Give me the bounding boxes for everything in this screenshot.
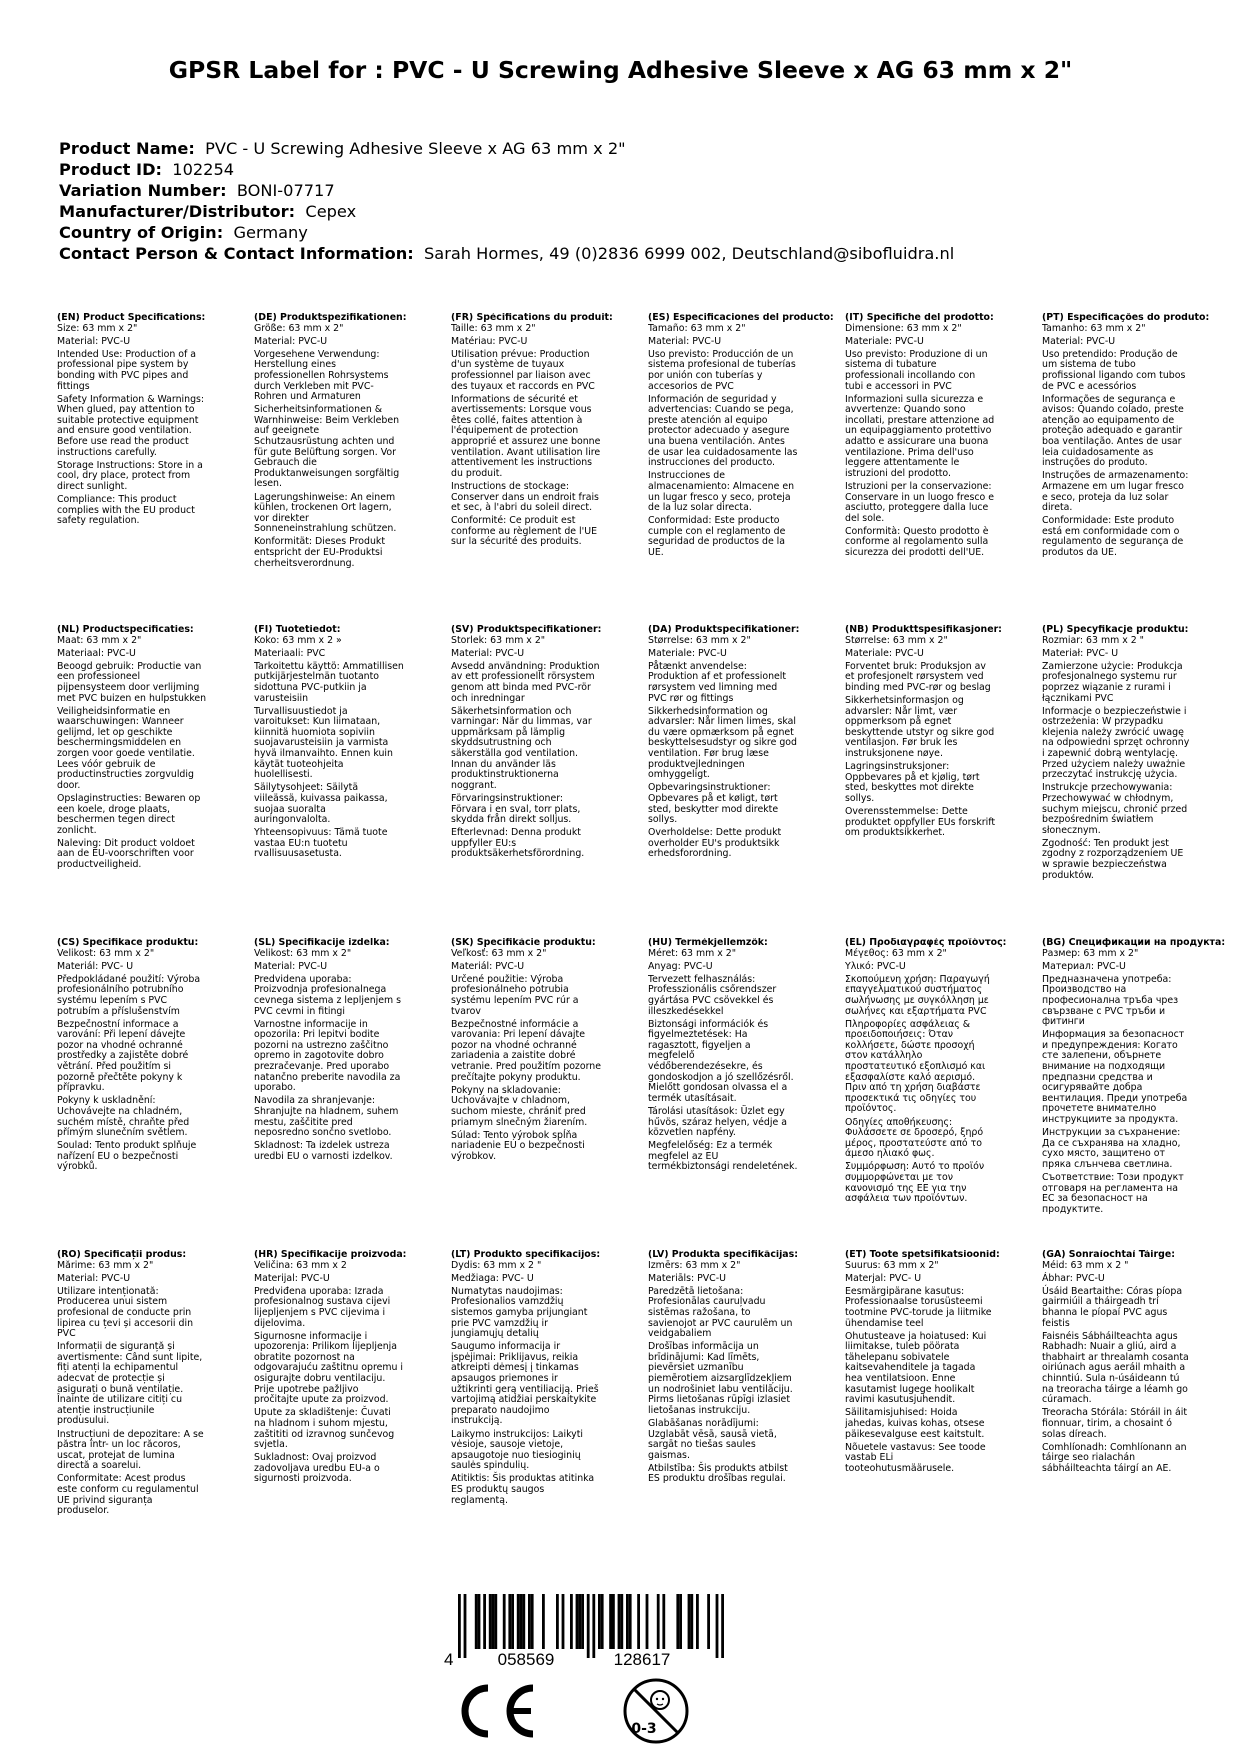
spec-block-pt [1042,313,1239,572]
spec-para: Určené použitie: Výroba profesionálneho potrubia systému lepením PVC rúr a tvarov [451,973,579,1017]
spec-para: Anyag: PVC-U [648,960,713,972]
spec-block-pl [1042,625,1239,884]
spec-para: Materiale: PVC-U [648,647,727,659]
spec-block-et [845,1250,1042,1519]
barcode-bar [657,1594,660,1649]
spec-block-fr [451,313,648,572]
spec-header: (PT) Especificações do produto: [1042,313,1210,323]
contact-row [59,243,954,264]
barcode-bar [598,1594,601,1649]
spec-para: Conformità: Questo prodotto è conforme al regolamento sulla sicurezza dei prodotti dell'UE. [845,525,989,558]
spec-para: Tervezett felhasználás: Professzionális csőrendszer gyártása PVC csövekkel és illeszkedésekkel [648,973,777,1017]
barcode-bar [570,1594,573,1649]
spec-block-bg [1042,938,1239,1218]
spec-para: Συμμόρφωση: Αυτό το προϊόν συμμορφώνεται με τον κανονισμό της ΕΕ για την ασφάλεια των προϊόντων. [845,1161,985,1205]
spec-para: Materiaali: PVC [254,647,326,659]
spec-para: Numatytas naudojimas: Profesionalios vamzdžių sistemos gamyba prijungiant prie PVC vamzdžių ir jungiamųjų detalių [451,1285,588,1340]
spec-para: Bezpečnostné informácie a varovania: Pri lepení dávajte pozor na vhodné ochranné zariadenia a zaistite dobré vetranie. Pred použitím pozorne prečítajte pokyny produktu. [451,1018,601,1083]
spec-para: Förvaringsinstruktioner: Förvara i en sval, torr plats, skydda från direkt solljus. [451,792,581,826]
barcode-bar [464,1594,467,1658]
barcode-bar [508,1594,511,1649]
spec-para: Saugumo informacija ir įspėjimai: Priklijavus, reikia atkreipti dėmesį į tinkamas apsaugos priemones ir užtikrinti gerą ventiliaciją. Prieš vartojimą atidžiai perskaitykite preparato naudojimo instrukciją. [451,1341,599,1427]
barcode-bar [576,1594,579,1649]
spec-header: (IT) Specifiche del prodotto: [845,313,994,323]
spec-para: Dimensione: 63 mm x 2" [845,322,962,334]
spec-para: Biztonsági információk és figyelmeztetések: Ha ragasztott, figyeljen a megfelelő védőberendezésekre, és gondoskodjon a jó szellőzésről. Mielőtt gondosan olvassa el a termék utasításait. [648,1018,794,1104]
spec-para: Sicherheitsinformationen & Warnhinweise: Beim Verkleben auf geeignete Schutzausrüstung achten und für gute Belüftung sorgen. Vor Gebrauch die Produktanweisungen sorgfältig lesen. [254,404,400,490]
barcode-bar [629,1594,632,1649]
spec-para: Efterlevnad: Denna produkt uppfyller EU:s produktsäkerhetsförordning. [451,827,585,860]
info-label: Manufacturer/Distributor: [59,202,296,221]
barcode-bar [587,1594,590,1658]
barcode-bar [542,1594,545,1649]
spec-para: Treoracha Stórála: Stóráil in áit fionnuar, tirim, a chosaint ó solas díreach. [1042,1407,1188,1440]
spec-para: Velikost: 63 mm x 2" [57,947,155,959]
spec-header: (ET) Toote spetsifikatsioonid: [845,1250,1000,1260]
spec-para: Sukladnost: Ovaj proizvod zadovoljava uredbu EU-a o sigurnosti proizvoda. [254,1452,380,1485]
spec-para: Lagerungshinweise: An einem kühlen, trockenen Ort lagern, vor direkter Sonneneinstrahlung schützen. [254,491,397,535]
spec-para: Instrukcje przechowywania: Przechowywać w chłodnym, suchym miejscu, chronić przed bezpośrednim światłem słonecznym. [1042,782,1188,836]
spec-block-cs [57,938,254,1218]
spec-para: Izmērs: 63 mm x 2" [648,1259,741,1271]
spec-para: Μέγεθος: 63 mm x 2" [845,947,947,959]
spec-para: Materiaal: PVC-U [57,647,136,659]
spec-para: Säkerhetsinformation och varningar: När du limmas, var uppmärksam på lämplig skyddsutrustning och säkerställa god ventilation. Innan du använder läs produktinstruktionerna noggrant. [451,705,592,791]
barcode-bar [522,1594,525,1649]
spec-para: Säilytysohjeet: Säilytä viileässä, kuivassa paikassa, suojaa suoralta auringonvalolta. [254,782,388,826]
barcode-bar [489,1594,492,1649]
spec-para: Utilisation prévue: Production d'un système de tuyaux professionnel par liaison avec des tuyaux et raccords en PVC [451,348,595,392]
spec-header: (LT) Produkto specifikacijos: [451,1250,601,1260]
spec-block-sk [451,938,648,1218]
info-value: BONI-07717 [236,181,335,200]
spec-para: Instrucciones de almacenamiento: Almacene en un lugar fresco y seco, proteja de la luz solar directa. [648,470,795,514]
barcode-bar [601,1594,604,1649]
spec-para: Información de seguridad y advertencias: Cuando se pega, preste atención al equipo protector adecuado y asegure una buena ventilación. Antes de usar lea cuidadosamente las instrucciones del producto. [648,393,798,469]
spec-para: Informații de siguranță și avertismente: Când sunt lipite, fiți atenți la echipamentul adecvat de protecție și asigurați o bună ventilație. Înainte de utilizare citiți cu atenție instrucțiunile produsului. [57,1341,203,1427]
spec-para: Atbilstība: Šis produkts atbilst ES produktu drošības regulai. [648,1462,788,1485]
spec-para: Intended Use: Production of a professional pipe system by bonding with PVC pipes and fittings [57,348,197,392]
spec-para: Zamierzone użycie: Produkcja profesjonalnego systemu rur poprzez wiązanie z rurami i łącznikami PVC [1042,660,1183,704]
spec-block-fi [254,625,451,884]
barcode-bar [483,1594,486,1649]
spec-block-el [845,938,1042,1218]
info-value: 102254 [172,160,235,179]
barcode-bar [494,1594,497,1649]
spec-para: Dydis: 63 mm x 2 " [451,1259,542,1271]
spec-row-1 [57,313,1237,572]
spec-para: Comhlíonadh: Comhlíonann an táirge seo rialachán sábháilteachta táirgí an AE. [1042,1441,1187,1474]
spec-block-it [845,313,1042,572]
spec-para: Overensstemmelse: Dette produktet oppfyller EUs forskrift om produktsikkerhet. [845,806,996,839]
spec-para: Material: PVC-U [57,1272,131,1284]
info-value: Sarah Hormes, 49 (0)2836 6999 002, Deutschland@sibofluidra.nl [424,244,955,263]
barcode-bar [609,1594,612,1649]
spec-para: Инструкции за съхранение: Да се съхранява на хладно, сухо място, защитено от пряка слънчева светлина. [1042,1127,1181,1170]
spec-para: Conformitate: Acest produs este conform cu regulamentul UE privind siguranța produselor. [57,1473,199,1517]
spec-para: Varnostne informacije in opozorila: Pri lepitvi bodite pozorni na ustrezno zaščitno opremo in zagotovite dobro prezračevanje. Pred uporabo natančno preberite navodila za uporabo. [254,1018,401,1094]
barcode-bar [503,1594,506,1649]
spec-para: Drošības informācija un brīdinājumi: Kad līmēts, pievērsiet uzmanību piemērotiem aizsarglīdzekļiem un nodrošiniet labu ventilāciju. Pirms lietošanas rūpīgi izlasiet lietošanas instrukciju. [648,1341,793,1416]
spec-para: Konformität: Dieses Produkt entspricht der EU-Produktsi cherheitsverordnung. [254,536,386,569]
spec-header: (EN) Product Specifications: [57,313,206,323]
spec-row-2 [57,625,1237,884]
spec-para: Σκοπούμενη χρήση: Παραγωγή επαγγελματικού συστήματος σωλήνωσης με συγκόλληση με σωλήνες και εξαρτήματα PVC [845,973,990,1017]
product-name-row [59,138,954,159]
spec-para: Opbevaringsinstruktioner: Opbevares på et køligt, tørt sted, beskytter mod direkte sollys. [648,782,779,826]
label-title: GPSR Label for : PVC - U Screwing Adhesive Sleeve x AG 63 mm x 2" [168,56,1073,84]
spec-para: Ábhar: PVC-U [1042,1272,1105,1284]
barcode-bar [581,1594,584,1649]
info-label: Product Name: [59,139,195,158]
spec-block-lt [451,1250,648,1519]
spec-para: Mărime: 63 mm x 2" [57,1259,154,1271]
barcode-bar [662,1594,665,1649]
spec-header: (NL) Productspecificaties: [57,625,194,635]
barcode-bar [679,1594,682,1649]
barcode-bar [592,1594,595,1658]
spec-para: Paredzētā lietošana: Profesionālas cauruļvadu sistēmas ražošana, to savienojot ar PVC caurulēm un veidgabaliem [648,1285,793,1340]
spec-para: Naleving: Dit product voldoet aan de EU-voorschriften voor productveiligheid. [57,837,195,870]
spec-para: Tárolási utasítások: Üzlet egy hűvös, száraz helyen, védje a közvetlen napfény. [648,1105,787,1139]
spec-para: Avsedd användning: Produktion av ett professionellt rörsystem genom att binda med PVC-rör och inredningar [451,660,600,704]
spec-para: Zgodność: Ten produkt jest zgodny z rozporządzeniem UE w sprawie bezpieczeństwa produktów. [1042,837,1184,881]
info-label: Product ID: [59,160,162,179]
spec-para: Материал: PVC-U [1042,960,1126,972]
spec-para: Predvidena uporaba: Proizvodnja profesionalnega cevnega sistema z lepljenjem s PVC cevmi in fitingi [254,973,402,1017]
spec-para: Taille: 63 mm x 2" [451,322,536,334]
spec-para: Conformité: Ce produit est conforme au règlement de l'UE sur la sécurité des produits. [451,515,598,548]
spec-para: Glabāšanas norādījumi: Uzglabāt vēsā, sausā vietā, sargāt no tiešas saules gaismas. [648,1417,777,1461]
barcode-bar [562,1594,565,1649]
barcode-bars [458,1594,724,1658]
spec-para: Instrucțiuni de depozitare: A se păstra într- un loc răcoros, uscat, protejat de lumina directă a soarelui. [57,1428,204,1472]
spec-para: Maat: 63 mm x 2" [57,634,142,646]
spec-header: (GA) Sonraíochtaí Táirge: [1042,1250,1175,1260]
barcode-bar [646,1594,649,1649]
spec-header: (CS) Specifikace produktu: [57,938,199,948]
spec-para: Vorgesehene Verwendung: Herstellung eines professionellen Rohrsystems durch Verkleben mit PVC-Rohren und Armaturen [254,348,389,403]
spec-block-nb [845,625,1042,884]
spec-para: Veličina: 63 mm x 2 [254,1259,347,1271]
spec-para: Pokyny k uskladnění: Uchovávejte na chladném, suchém místě, chraňte před přímým slunečním světlem. [57,1095,190,1139]
spec-header: (HR) Specifikacije proizvoda: [254,1250,407,1260]
barcode-bar [626,1594,629,1649]
spec-row-3 [57,938,1237,1218]
spec-para: Tamaño: 63 mm x 2" [648,322,746,334]
spec-para: Tarkoitettu käyttö: Ammatillisen putkijärjestelmän tuotanto sidottuna PVC-putkiin ja varusteisiin [254,660,404,704]
spec-para: Materiál: PVC- U [57,960,134,972]
spec-block-sl [254,938,451,1218]
spec-para: Forventet bruk: Produksjon av et profesjonelt rørsystem ved binding med PVC-rør og beslag [845,660,991,693]
spec-para: Предназначена употреба: Производство на професионална тръба чрез свързване с PVC тръби и фитинги [1042,973,1179,1028]
spec-header: (DA) Produktspecifikationer: [648,625,800,635]
barcode-bar [578,1594,581,1649]
spec-block-ro [57,1250,254,1519]
spec-para: Informações de segurança e avisos: Quando colado, preste atenção ao equipamento de proteção adequado e garantir boa ventilação. Antes de usar leia cuidadosamente as instruções do produto. [1042,393,1184,469]
spec-block-es [648,313,845,572]
barcode-bar [528,1594,531,1649]
spec-header: (DE) Produktspezifikationen: [254,313,407,323]
info-label: Country of Origin: [59,223,224,242]
spec-para: Koko: 63 mm x 2 » [254,634,342,646]
spec-para: Medžiaga: PVC- U [451,1272,534,1284]
spec-block-sv [451,625,648,884]
spec-para: Nõuetele vastavus: See toode vastab ELi tooteohutusmäärusele. [845,1441,986,1474]
spec-para: Informations de sécurité et avertissements: Lorsque vous êtes collé, faites attention à l'équipement de protection approprié et assurez une bonne ventilation. Avant utilisation lire attentivement les instructions du produit. [451,393,601,479]
spec-para: Navodila za shranjevanje: Shranjujte na hladnem, suhem mestu, zaščitite pred neposredno sončno svetlobo. [254,1095,399,1139]
spec-block-hr [254,1250,451,1519]
info-label: Variation Number: [59,181,227,200]
spec-para: Säilitamisjuhised: Hoida jahedas, kuivas kohas, otsese päikesevalguse eest kaitstult. [845,1407,985,1440]
spec-header: (FR) Spécifications du produit: [451,313,613,323]
not-for-children-0-3-icon [622,1677,690,1745]
barcode-bar [620,1594,623,1649]
spec-para: Rozmiar: 63 mm x 2 " [1042,634,1144,646]
spec-para: Faisnéis Sábháilteachta agus Rabhadh: Nuair a gliú, aird a thabhairt ar threalamh cosanta oiriúnach agus aeráil mhaith a chinntiú. Sula n-úsáideann tú na treoracha táirge a léamh go cúramach. [1042,1330,1189,1406]
spec-para: Material: PVC-U [57,335,131,347]
spec-header: (RO) Specificații produs: [57,1250,187,1260]
spec-para: Compliance: This product complies with the EU product safety regulation. [57,494,195,527]
spec-para: Размер: 63 mm x 2" [1042,947,1139,959]
spec-para: Material: PVC-U [1042,335,1116,347]
barcode-bar [707,1594,710,1649]
spec-para: Uso pretendido: Produção de um sistema de tubo profissional ligando com tubos de PVC e acessórios [1042,348,1186,392]
spec-para: Predviđena uporaba: Izrada profesionalnog sustava cijevi lijepljenjem s PVC cijevima i dijelovima. [254,1285,391,1329]
spec-para: Conformidad: Este producto cumple con el reglamento de seguridad de productos de la UE. [648,515,786,558]
barcode-bar [475,1594,478,1649]
info-label: Contact Person & Contact Information: [59,244,414,263]
spec-para: Beoogd gebruik: Productie van een professioneel pijpensysteem door verlijming met PVC buizen en hulpstukken [57,660,207,704]
product-id-row [59,159,954,180]
spec-para: Megfelelőség: Ez a termék megfelel az EU termékbiztonsági rendeletének. [648,1140,798,1173]
barcode-left-digits: 058569 [497,1650,555,1669]
spec-header: (LV) Produkta specifikācijas: [648,1250,798,1260]
spec-para: Material: PVC-U [254,960,328,972]
spec-para: Upute za skladištenje: Čuvati na hladnom i suhom mjestu, zaštititi od izravnog sunčevog svjetla. [254,1407,395,1451]
spec-header: (PL) Specyfikacje produktu: [1042,625,1189,635]
spec-para: Sikkerhetsinformasjon og advarsler: Når limt, vær oppmerksom på egnet beskyttende utstyr og sikre god ventilasjon. Før bruk les instruksjonene nøye. [845,695,995,760]
spec-block-ga [1042,1250,1239,1519]
barcode-bar [458,1594,461,1658]
barcode-bar [612,1594,615,1649]
spec-row-4 [57,1250,1237,1519]
barcode-bar [716,1594,719,1658]
spec-para: Veľkosť: 63 mm x 2" [451,947,547,959]
spec-para: Yhteensopivuus: Tämä tuote vastaa EU:n tuotetu rvallisuusasetusta. [254,827,388,860]
barcode-bar [688,1594,691,1649]
spec-para: Информация за безопасност и предупреждения: Когато сте залепени, обърнете внимание на подходящи предпазни средства и осигурявайте добра вентилация. Преди употреба прочетете внимателно инструкциите за продукта. [1042,1029,1188,1125]
spec-para: Instruções de armazenamento: Armazene em um lugar fresco e seco, proteja da luz solar direta. [1042,470,1189,514]
spec-para: Informazioni sulla sicurezza e avvertenze: Quando sono incollati, prestare attenzione ad un equipaggiamento protettivo adatto e assicurare una buona ventilazione. Prima dell'uso leggere attentamente le istruzioni del prodotto. [845,393,995,479]
spec-para: Istruzioni per la conservazione: Conservare in un luogo fresco e asciutto, proteggere dalla luce del sole. [845,480,994,524]
spec-para: Størrelse: 63 mm x 2" [845,634,948,646]
spec-para: Pokyny na skladovanie: Uchovávajte v chladnom, suchom mieste, chrániť pred priamym slnečným žiarením. [451,1084,588,1128]
barcode-bar [721,1594,724,1658]
barcode-prefix: 4 [444,1650,454,1669]
spec-para: Laikymo instrukcijos: Laikyti vėsioje, sausoje vietoje, apsaugotoje nuo tiesioginių saulės spindulių. [451,1428,584,1472]
spec-para: Tamanho: 63 mm x 2" [1042,322,1146,334]
barcode-bar [478,1594,481,1649]
spec-para: Sikkerhedsinformation og advarsler: Når limen limes, skal du være opmærksom på egnet beskyttelsesudstyr og sikre god ventilation. Før brug læse produktvejledningen omhyggeligt. [648,705,797,781]
spec-para: Materijal: PVC-U [254,1272,330,1284]
spec-block-de [254,313,451,572]
spec-para: Materiale: PVC-U [845,335,924,347]
info-value: PVC - U Screwing Adhesive Sleeve x AG 63 mm x 2" [205,139,626,158]
spec-para: Turvallisuustiedot ja varoitukset: Kun liimataan, kiinnitä huomiota sopiviin suojavarusteisiin ja varmista hyvä ilmanvaihto. Ennen kuin käytät tuoteohjeita huolellisesti. [254,705,393,781]
spec-para: Material: PVC-U [648,335,722,347]
spec-para: Safety Information & Warnings: When glued, pay attention to suitable protective equipment and ensure good ventilation. Before use read the product instructions carefully. [57,393,205,458]
barcode-bar [690,1594,693,1649]
spec-block-nl [57,625,254,884]
spec-header: (SV) Produktspecifikationer: [451,625,602,635]
spec-para: Suurus: 63 mm x 2" [845,1259,939,1271]
spec-header: (NB) Produkttspesifikasjoner: [845,625,1002,635]
product-info [59,138,954,264]
barcode-bar [556,1594,559,1649]
spec-para: Méret: 63 mm x 2" [648,947,737,959]
spec-para: Storlek: 63 mm x 2" [451,634,546,646]
ce-mark-icon [453,1682,538,1740]
spec-para: Materiale: PVC-U [845,647,924,659]
spec-header: (EL) Προδιαγραφές προϊόντος: [845,938,1007,948]
spec-para: Uso previsto: Producción de un sistema profesional de tuberías por unión con tuberías y accesorios de PVC [648,348,796,392]
spec-para: Sigurnosne informacije i upozorenja: Prilikom lijepljenja obratite pozornost na odgovarajuću zaštitnu opremu i osigurajte dobru ventilaciju. Prije upotrebe pažljivo pročitajte upute za proizvod. [254,1330,404,1406]
spec-para: Uso previsto: Produzione di un sistema di tubature professionali incollando con tubi e accessori in PVC [845,348,988,392]
spec-para: Materiál: PVC-U [451,960,525,972]
info-value: Cepex [305,202,357,221]
spec-header: (HU) Termékjellemzők: [648,938,768,948]
info-value: Germany [233,223,308,242]
barcode-bar [696,1594,699,1649]
spec-para: Velikost: 63 mm x 2" [254,947,352,959]
ean13-barcode [442,1592,741,1669]
spec-para: Úsáid Beartaithe: Córas píopa gairmiúil a tháirgeadh trí bhanna le píopaí PVC agus feistis [1042,1285,1183,1329]
spec-para: Instructions de stockage: Conserver dans un endroit frais et sec, à l'abri du soleil direct. [451,480,599,514]
spec-para: Ohutusteave ja hoiatused: Kui liimitakse, tuleb pöörata tähelepanu sobivatele kaitsevahenditele ja tagada hea ventilatsioon. Enne kasutamist lugege hoolikalt ravimi kasutusjuhendit. [845,1330,987,1406]
spec-para: Méid: 63 mm x 2 " [1042,1259,1129,1271]
spec-para: Atitiktis: Šis produktas atitinka ES produktų saugos reglamentą. [451,1473,595,1506]
barcode-bar [492,1594,495,1649]
barcode-right-digits: 128617 [613,1650,671,1669]
spec-block-lv [648,1250,845,1519]
spec-para: Skladnost: Ta izdelek ustreza uredbi EU o varnosti izdelkov. [254,1140,393,1162]
spec-block-en [57,313,254,572]
barcode-bar [517,1594,520,1649]
variation-number-row [59,180,954,201]
spec-para: Informacje o bezpieczeństwie i ostrzeżenia: W przypadku klejenia należy zwrócić uwagę na odpowiedni sprzęt ochronny i zapewnić dobrą wentylację. Przed użyciem należy uważnie przeczytać instrukcję użycia. [1042,705,1190,781]
barcode-bar [520,1594,523,1649]
spec-para: Materiāls: PVC-U [648,1272,726,1284]
spec-header: (BG) Спецификации на продукта: [1042,938,1226,948]
spec-para: Πληροφορίες ασφάλειας & προειδοποιήσεις: Όταν κολλήσετε, δώστε προσοχή στον κατάλληλο προστατευτικό εξοπλισμό και εξασφαλίστε καλό αερισμό. Πριν από τη χρήση διαβάστε προσεκτικά τις οδηγίες του προϊόντος. [845,1018,986,1115]
spec-para: Størrelse: 63 mm x 2" [648,634,751,646]
spec-para: Material: PVC-U [451,647,525,659]
spec-para: Size: 63 mm x 2" [57,322,138,334]
spec-para: Påtænkt anvendelse: Produktion af et professionelt rørsystem ved limning med PVC rør og fittings [648,660,787,704]
spec-para: Předpokládané použití: Výroba profesionálního potrubního systému lepením s PVC potrubím a příslušenstvím [57,973,201,1017]
barcode-bar [676,1594,679,1649]
spec-header: (SL) Specifikacije izdelka: [254,938,390,948]
spec-para: Lagringsinstruksjoner: Oppbevares på et kjølig, tørt sted, beskyttes mot direkte sollys. [845,761,980,804]
spec-para: Conformidade: Este produto está em conformidade com o regulamento de segurança de produtos da UE. [1042,515,1184,558]
country-of-origin-row [59,222,954,243]
spec-para: Soulad: Tento produkt splňuje nařízení EU o bezpečnosti výrobků. [57,1140,197,1173]
age-range-label: 0-3 [631,1721,657,1737]
spec-para: Eesmärgipärane kasutus: Professionaalse torusüsteemi tootmine PVC-torude ja liitmike ühendamise teel [845,1285,992,1329]
spec-para: Υλικό: PVC-U [845,960,906,972]
spec-para: Bezpečnostní informace a varování: Při lepení dávejte pozor na vhodné ochranné prostředky a zajistěte dobré větrání. Před použitím si pozorně přečtěte pokyny k přípravku. [57,1018,189,1094]
spec-para: Materiał: PVC- U [1042,647,1119,659]
spec-header: (ES) Especificaciones del producto: [648,313,834,323]
barcode-bar [637,1594,640,1649]
spec-para: Οδηγίες αποθήκευσης: Φυλάσσετε σε δροσερό, ξηρό μέρος, προστατεύστε από το άμεσο ηλιακό φως. [845,1116,984,1160]
barcode-bar [531,1594,534,1649]
barcode-bar [511,1594,514,1649]
spec-para: Utilizare intenționată: Producerea unui sistem profesional de conducte prin lipirea cu țevi și accesorii din PVC [57,1285,194,1340]
spec-block-da [648,625,845,884]
spec-para: Matériau: PVC-U [451,335,528,347]
spec-para: Overholdelse: Dette produkt overholder EU's produktsikk erhedsforordning. [648,827,782,860]
manufacturer-row [59,201,954,222]
spec-para: Größe: 63 mm x 2" [254,322,344,334]
spec-para: Veiligheidsinformatie en waarschuwingen: Wanneer gelijmd, let op geschikte beschermingsmiddelen en zorgen voor goede ventilatie. Lees vóór gebruik de productinstructies zorgvuldig door. [57,705,195,791]
spec-para: Materjal: PVC- U [845,1272,922,1284]
spec-para: Opslaginstructies: Bewaren op een koele, droge plaats, beschermen tegen direct zonlicht. [57,792,201,836]
spec-header: (FI) Tuotetiedot: [254,625,341,635]
spec-para: Material: PVC-U [254,335,328,347]
spec-block-hu [648,938,845,1218]
spec-para: Storage Instructions: Store in a cool, dry place, protect from direct sunlight. [57,459,203,492]
spec-para: Súlad: Tento výrobok spĺňa nariadenie EÚ o bezpečnosti výrobkov. [451,1129,585,1162]
spec-para: Съответствие: Този продукт отговаря на регламента на ЕС за безопасност на продуктите. [1042,1171,1184,1215]
barcode-bar [618,1594,621,1649]
spec-header: (SK) Špecifikácie produktu: [451,938,596,948]
